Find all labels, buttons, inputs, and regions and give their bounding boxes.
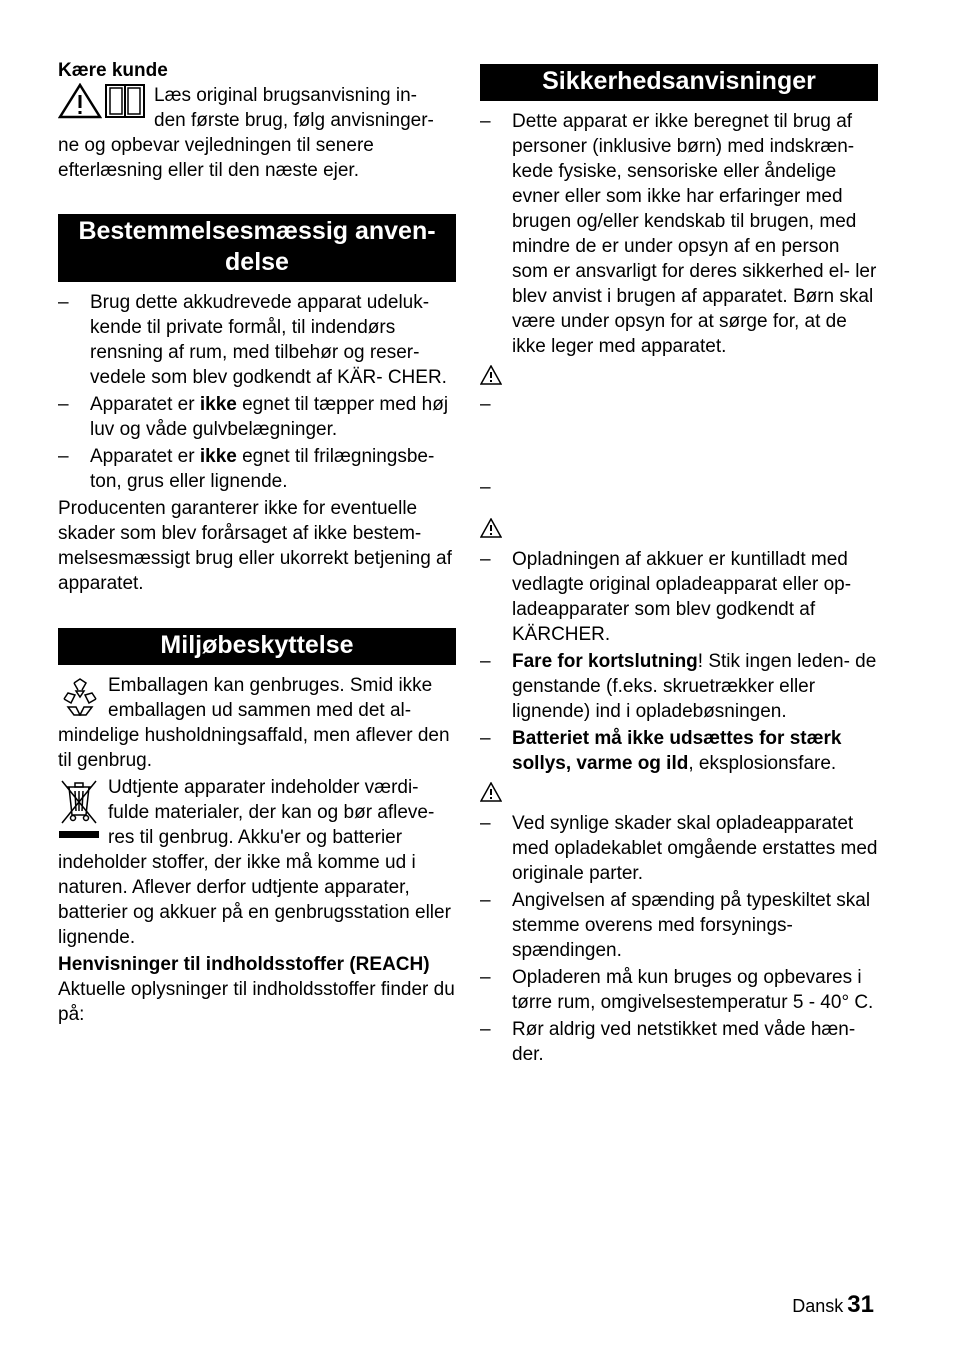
- charging-list: [480, 547, 878, 776]
- recycle-block: [58, 673, 456, 773]
- manufacturer-disclaimer: Producenten garanterer ikke for eventuelle skader som blev forårsaget af ikke bestem- melsesmæssigt brug eller ukorrekt betjening af apparatet.: [58, 498, 452, 594]
- intro-text-line2: den første brug, følg anvisninger-: [154, 110, 434, 131]
- safety-heading: Sikkerhedsanvisninger: [480, 64, 878, 101]
- left-column: [58, 58, 456, 1027]
- manual-book-icon: [104, 83, 146, 119]
- page-number: 31: [847, 1291, 874, 1318]
- weee-text: Udtjente apparater indeholder værdi- fulde materialer, der kan og bør afleve- res til genbrug. Akku'er og batterier indeholder stoffer, der ikke må komme ud i naturen. Aflever derfor udtjente apparater, batterier og akkuer på en genbrugsstation eller lignende.: [58, 777, 451, 948]
- blank-list: [480, 392, 878, 500]
- right-column: [480, 64, 878, 1067]
- reach-text: Aktuelle oplysninger til indholdsstoffer finder du på:: [58, 979, 455, 1025]
- footer-language: Dansk: [792, 1296, 844, 1316]
- warning-icon: [480, 365, 878, 390]
- warning-icon: [480, 782, 878, 807]
- list-item: – Rør aldrig ved netstikket med våde hæn- der.: [480, 1017, 878, 1067]
- greeting: Kære kunde: [58, 60, 168, 81]
- intro-text-rest: ne og opbevar vejledningen til senere efterlæsning eller til den næste ejer.: [58, 135, 374, 181]
- list-item: – Angivelsen af spænding på typeskiltet skal stemme overens med forsynings- spændingen.: [480, 888, 878, 963]
- list-item: – Batteriet må ikke udsættes for stærk sollys, varme og ild, eksplosionsfare.: [480, 726, 878, 776]
- weee-block: [58, 775, 456, 950]
- list-item: – Apparatet er ikke egnet til tæpper med høj luv og våde gulvbelægninger.: [58, 392, 456, 442]
- intended-use-list: [58, 290, 456, 494]
- list-item: [480, 475, 878, 500]
- reach-heading: Henvisninger til indholdsstoffer (REACH): [58, 954, 430, 975]
- recycle-text: Emballagen kan genbruges. Smid ikke emballagen ud sammen med det al- mindelige husholdningsaffald, men aflever den til genbrug.: [58, 675, 450, 771]
- list-item: – Apparatet er ikke egnet til frilægningsbe- ton, grus eller lignende.: [58, 444, 456, 494]
- list-item: – Opladningen af akkuer er kuntilladt med vedlagte original opladeapparat eller op- ladeapparater som blev godkendt af KÄRCHER.: [480, 547, 878, 647]
- charger-list: [480, 811, 878, 1067]
- list-item: – Opladeren må kun bruges og opbevares i tørre rum, omgivelsestemperatur 5 - 40° C.: [480, 965, 878, 1015]
- list-item: – Dette apparat er ikke beregnet til brug af personer (inklusive børn) med indskræn- kede fysiske, sensoriske eller åndelige evner eller som ikke har erfaringer med brugen og/eller kendskab til brugen, med mindre de er under opsyn af en person som er ansvarligt for deres sikkerhed el- ler blev anvist i brugen af apparatet. Børn skal være under opsyn for at sørge for, at de ikke leger med apparatet.: [480, 109, 878, 359]
- recycle-icon: [58, 677, 102, 721]
- list-item: – Fare for kortslutning! Stik ingen leden- de genstande (f.eks. skruetrækker eller lignende) ind i opladebøsningen.: [480, 649, 878, 724]
- warning-icon: [58, 83, 102, 119]
- environment-heading: Miljøbeskyttelse: [58, 628, 456, 665]
- crossed-bin-icon: [58, 777, 100, 841]
- intended-use-heading: Bestemmelsesmæssig anven- delse: [58, 214, 456, 282]
- safety-list: [480, 109, 878, 359]
- intro-block: [58, 83, 456, 183]
- list-item: – Ved synlige skader skal opladeapparatet med opladekablet omgående erstattes med originale parter.: [480, 811, 878, 886]
- warning-icon: [480, 518, 878, 543]
- list-item: [480, 392, 878, 417]
- page-footer: [792, 1292, 874, 1319]
- intro-text-line1: Læs original brugsanvisning in-: [154, 85, 417, 106]
- list-item: – Brug dette akkudrevede apparat udeluk- kende til private formål, til indendørs rensning af rum, med tilbehør og reser- vedele som blev godkendt af KÄR- CHER.: [58, 290, 456, 390]
